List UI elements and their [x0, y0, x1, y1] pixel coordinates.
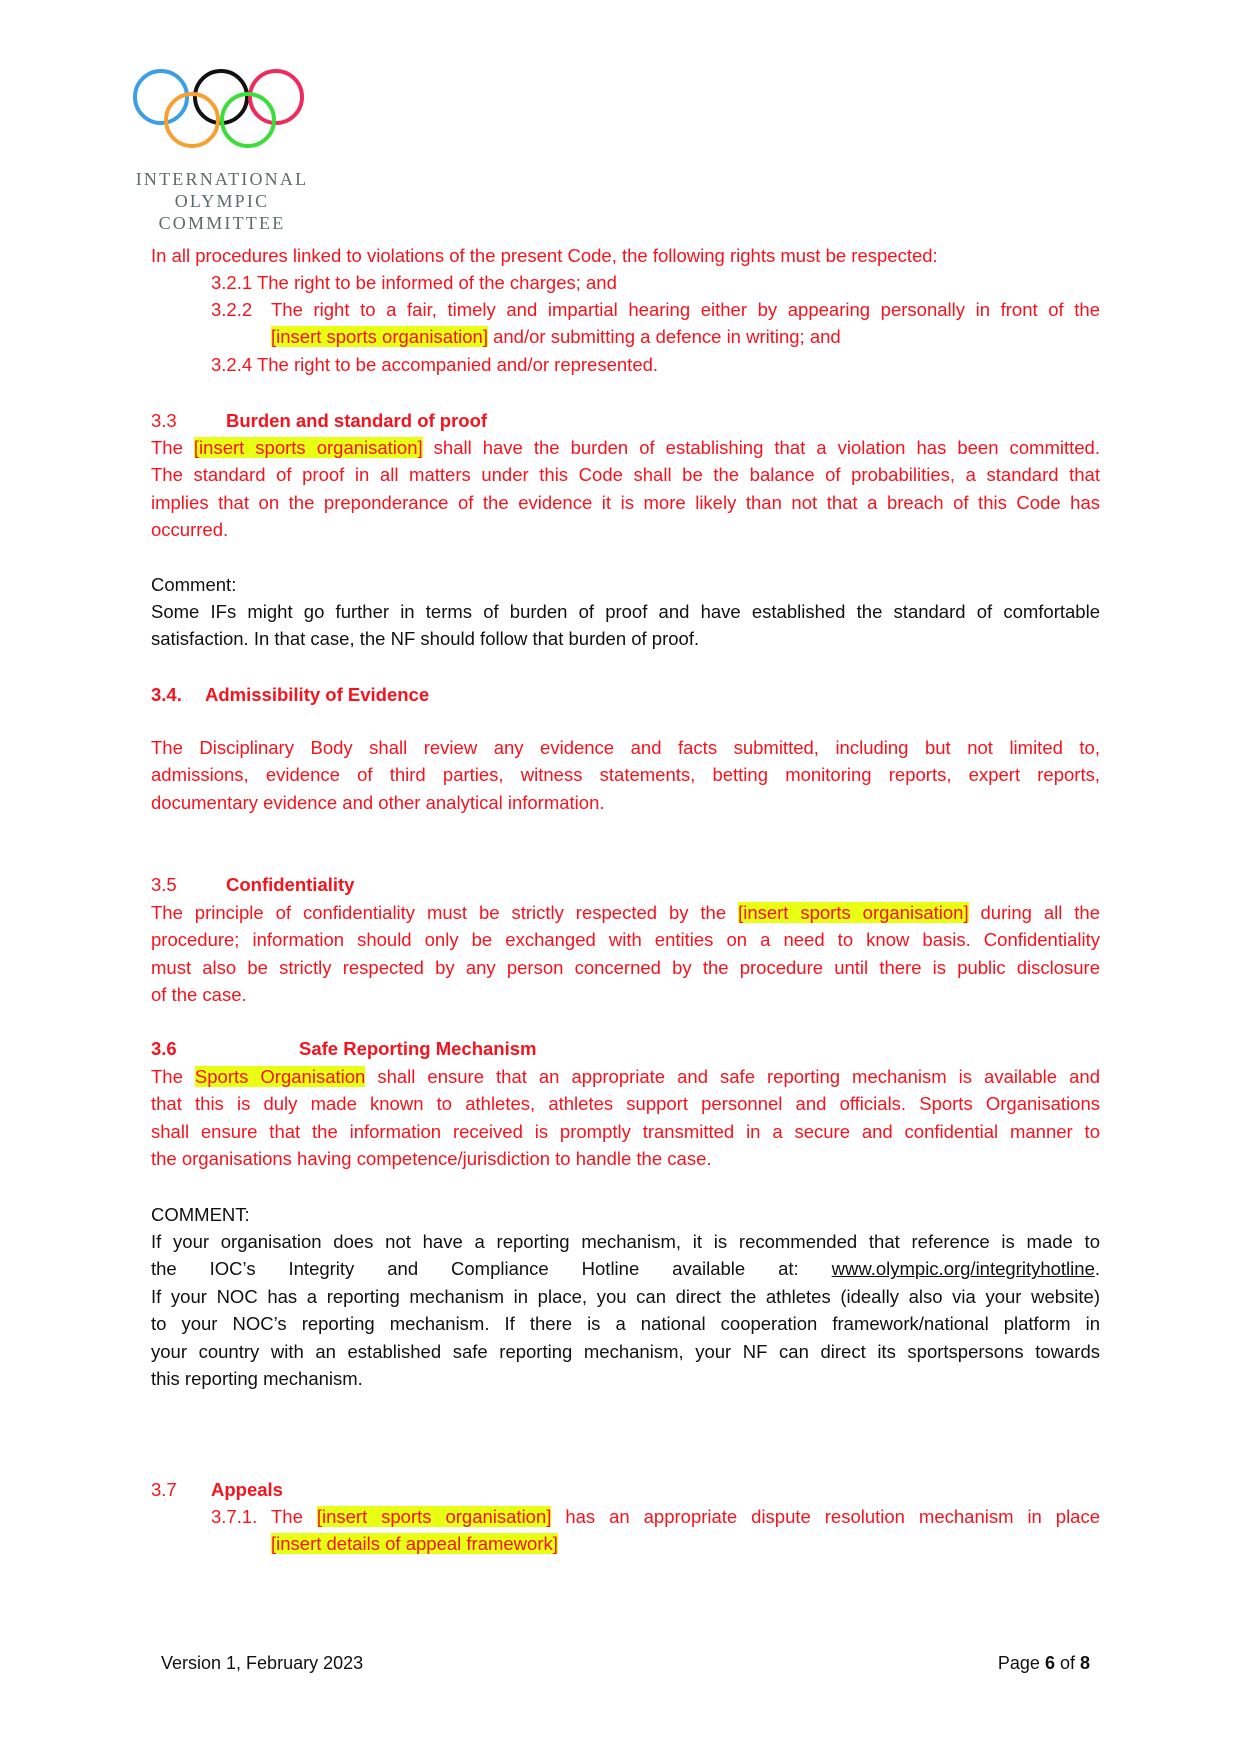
logo-text-line: INTERNATIONAL	[135, 169, 309, 189]
p34-line	[151, 761, 1100, 788]
text-segment: procedure; information should only be exchanged with entities on a need to know basis. Confidentiality	[151, 929, 1100, 951]
right-item-321: 3.2.1 The right to be informed of the charges; and	[211, 272, 617, 293]
text-segment: shall have the burden of establishing that a violation has been committed.	[422, 437, 1100, 458]
heading-3-3-title: Burden and standard of proof	[226, 410, 488, 431]
item371-line	[271, 1503, 1100, 1530]
item371-line	[271, 1530, 1100, 1557]
text-segment: your country with an established safe reporting mechanism, your NF can direct its sportspersons towards	[151, 1340, 1100, 1362]
item2-line	[271, 323, 1100, 350]
text-segment: the organisations having competence/jurisdiction to handle the case.	[151, 1148, 712, 1170]
item2-line	[271, 296, 1100, 323]
text-segment: the IOC’s Integrity and Compliance Hotline available at:	[151, 1258, 832, 1280]
p36-line	[151, 1090, 1100, 1117]
footer-version: Version 1, February 2023	[161, 1653, 364, 1673]
heading-3-6-title: Safe Reporting Mechanism	[299, 1038, 537, 1059]
comment1-line	[151, 598, 1100, 625]
text-segment: .	[1094, 1258, 1100, 1280]
rights-intro: In all procedures linked to violations of the present Code, the following rights must be respected:	[151, 245, 938, 266]
comment2-line	[151, 1283, 1100, 1310]
text-segment: If your NOC has a reporting mechanism in place, you can direct the athletes (ideally also via your website)	[151, 1285, 1100, 1307]
comment2-line	[151, 1338, 1100, 1365]
p33-line	[151, 516, 1100, 543]
text-segment: and/or submitting a defence in writing; and	[487, 326, 841, 348]
p36-line	[151, 1145, 1100, 1172]
text-segment: of the case.	[151, 984, 247, 1006]
comment-label: Comment:	[151, 574, 237, 595]
text-segment: satisfaction. In that case, the NF should follow that burden of proof.	[151, 628, 700, 650]
text-segment: The	[271, 1506, 317, 1527]
page-current: 6	[1044, 1653, 1055, 1673]
placeholder-highlight: Sports Organisation	[194, 1066, 366, 1087]
text-segment: The	[151, 437, 194, 458]
p35-line	[151, 981, 1100, 1008]
text-segment: The principle of confidentiality must be strictly respected by the	[151, 902, 739, 923]
placeholder-highlight: [insert sports organisation]	[316, 1506, 552, 1527]
comment2-line	[151, 1228, 1100, 1255]
page-mid: of	[1054, 1653, 1080, 1673]
heading-3-4-number: 3.4.	[151, 684, 182, 705]
text-segment: Some IFs might go further in terms of burden of proof and have established the standard of comfortable	[151, 601, 1100, 622]
text-segment: to your NOC’s reporting mechanism. If there is a national cooperation framework/national platform in	[151, 1313, 1100, 1335]
p35-line	[151, 954, 1100, 981]
placeholder-highlight: [insert details of appeal framework]	[271, 1533, 558, 1555]
text-segment: The right to a fair, timely and impartial hearing either by appearing personally in front of the	[271, 299, 1100, 320]
p34-line	[151, 789, 1100, 816]
comment2-line	[151, 1310, 1100, 1337]
text-segment: this reporting mechanism.	[151, 1368, 363, 1389]
heading-3-5-title: Confidentiality	[226, 874, 355, 895]
heading-3-7-title: Appeals	[211, 1479, 283, 1500]
text-segment: shall ensure that the information received is promptly transmitted in a secure and confidential manner to	[151, 1120, 1100, 1142]
heading-3-7-number: 3.7	[151, 1479, 177, 1500]
placeholder-highlight: [insert sports organisation]	[271, 326, 488, 348]
logo-text-line: OLYMPIC	[174, 191, 270, 211]
text-segment: that this is duly made known to athletes, athletes support personnel and officials. Sports Organisations	[151, 1093, 1100, 1115]
text-segment: The	[151, 1066, 195, 1087]
comment2-line	[151, 1365, 1100, 1392]
page-total: 8	[1079, 1653, 1090, 1673]
page-prefix: Page	[997, 1653, 1045, 1673]
appeal-item-371-number: 3.7.1.	[211, 1506, 258, 1527]
heading-3-4-title: Admissibility of Evidence	[205, 684, 430, 705]
p33-line	[151, 489, 1100, 516]
p35-line	[151, 899, 1100, 926]
heading-3-6-number: 3.6	[151, 1038, 177, 1059]
p33-line	[151, 461, 1100, 488]
text-segment: The Disciplinary Body shall review any evidence and facts submitted, including but not limited to,	[151, 737, 1100, 758]
text-segment: The standard of proof in all matters under this Code shall be the balance of probabilities, a standard that	[151, 464, 1100, 486]
right-item-322-number: 3.2.2	[211, 299, 253, 320]
p36-line	[151, 1118, 1100, 1145]
p33-line	[151, 434, 1100, 461]
text-segment: occurred.	[151, 519, 229, 541]
comment-label-2: COMMENT:	[151, 1204, 250, 1225]
text-segment: implies that on the preponderance of the evidence it is more likely than not that a breach of this Code has	[151, 491, 1100, 513]
comment1-line	[151, 625, 1100, 652]
footer-page-number	[998, 1650, 1090, 1676]
p34-line	[151, 734, 1100, 761]
text-segment: during all the	[968, 902, 1100, 923]
p35-line	[151, 926, 1100, 953]
text-segment: If your organisation does not have a reporting mechanism, it is recommended that reference is made to	[151, 1231, 1100, 1252]
text-segment: must also be strictly respected by any person concerned by the procedure until there is public disclosure	[151, 956, 1100, 978]
placeholder-highlight: [insert sports organisation]	[193, 437, 423, 458]
placeholder-highlight: [insert sports organisation]	[738, 902, 969, 923]
heading-3-5-number: 3.5	[151, 874, 177, 895]
right-item-324: 3.2.4 The right to be accompanied and/or represented.	[211, 354, 659, 375]
text-segment: admissions, evidence of third parties, witness statements, betting monitoring reports, expert reports,	[151, 764, 1100, 786]
heading-3-3-number: 3.3	[151, 410, 177, 431]
integrity-hotline-link[interactable]: www.olympic.org/integrityhotline	[831, 1258, 1095, 1280]
olympic-rings-logo	[125, 62, 325, 162]
comment2-line	[151, 1255, 1100, 1282]
p36-line	[151, 1063, 1100, 1090]
text-segment: shall ensure that an appropriate and safe reporting mechanism is available and	[365, 1066, 1100, 1087]
text-segment: has an appropriate dispute resolution mechanism in place	[551, 1506, 1100, 1527]
logo-text-line: COMMITTEE	[158, 213, 286, 233]
text-segment: documentary evidence and other analytical information.	[151, 791, 605, 813]
